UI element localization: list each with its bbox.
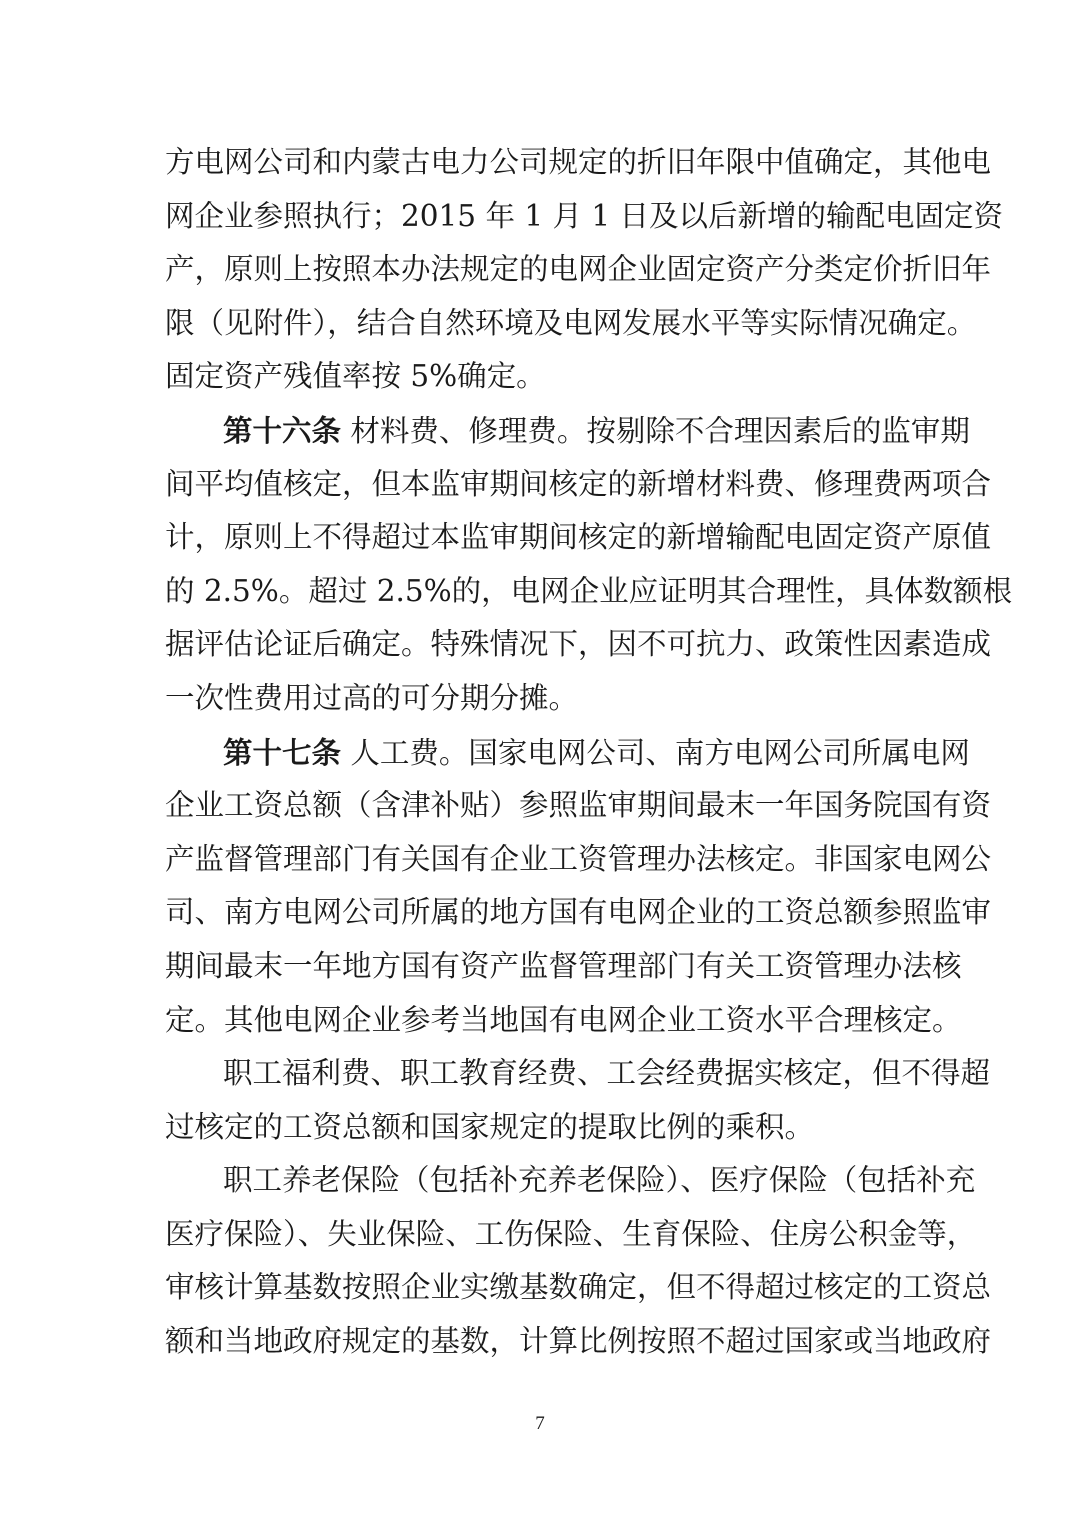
text-line: 产监督管理部门有关国有企业工资管理办法核定。非国家电网公: [165, 841, 992, 876]
text-line: 医疗保险）、失业保险、工伤保险、生育保险、住房公积金等，: [165, 1216, 977, 1251]
text-line: 一次性费用过高的可分期分摊。: [165, 680, 579, 715]
insurance-first-line: 职工养老保险（包括补充养老保险）、医疗保险（包括补充: [223, 1163, 976, 1198]
text-line: 限（见附件），结合自然环境及电网发展水平等实际情况确定。: [165, 305, 977, 340]
text-line: 方电网公司和内蒙古电力公司规定的折旧年限中值确定，其他电: [165, 145, 992, 179]
text-line: 产，原则上按照本办法规定的电网企业固定资产分类定价折旧年: [165, 252, 992, 287]
article-17-text: 人工费。国家电网公司、南方电网公司所属电网: [350, 735, 970, 770]
article-16-text: 材料费、修理费。按剔除不合理因素后的监审期: [350, 413, 970, 448]
text-line: 额和当地政府规定的基数，计算比例按照不超过国家或当地政府: [165, 1324, 992, 1359]
text-line: 定。其他电网企业参考当地国有电网企业工资水平合理核定。: [165, 1002, 962, 1037]
article-16-heading: 第十六条: [223, 412, 342, 448]
text-line: 的 2.5%。超过 2.5%的，电网企业应证明其合理性，具体数额根: [165, 573, 1013, 608]
text-line: 网企业参照执行；2015 年 1 月 1 日及以后新增的输配电固定资: [165, 198, 1003, 233]
page-number: 7: [535, 1413, 545, 1434]
text-line: 企业工资总额（含津补贴）参照监审期间最末一年国务院国有资: [165, 788, 992, 823]
text-line: 间平均值核定，但本监审期间核定的新增材料费、修理费两项合: [165, 466, 992, 501]
article-16-first-line: [165, 404, 970, 458]
article-17-first-line: [165, 726, 970, 780]
text-line: 计，原则上不得超过本监审期间核定的新增输配电固定资产原值: [165, 520, 992, 555]
text-line: 期间最末一年地方国有资产监督管理部门有关工资管理办法核: [165, 948, 962, 983]
welfare-first-line: 职工福利费、职工教育经费、工会经费据实核定，但不得超: [223, 1056, 991, 1091]
text-line: 固定资产残值率按 5%确定。: [165, 359, 546, 394]
text-line: 据评估论证后确定。特殊情况下，因不可抗力、政策性因素造成: [165, 627, 992, 662]
body-text: [165, 136, 1013, 1369]
article-17-heading: 第十七条: [223, 734, 342, 770]
text-line: 过核定的工资总额和国家规定的提取比例的乘积。: [165, 1109, 815, 1144]
text-line: 司、南方电网公司所属的地方国有电网企业的工资总额参照监审: [165, 895, 992, 930]
text-line: 审核计算基数按照企业实缴基数确定，但不得超过核定的工资总: [165, 1270, 992, 1305]
